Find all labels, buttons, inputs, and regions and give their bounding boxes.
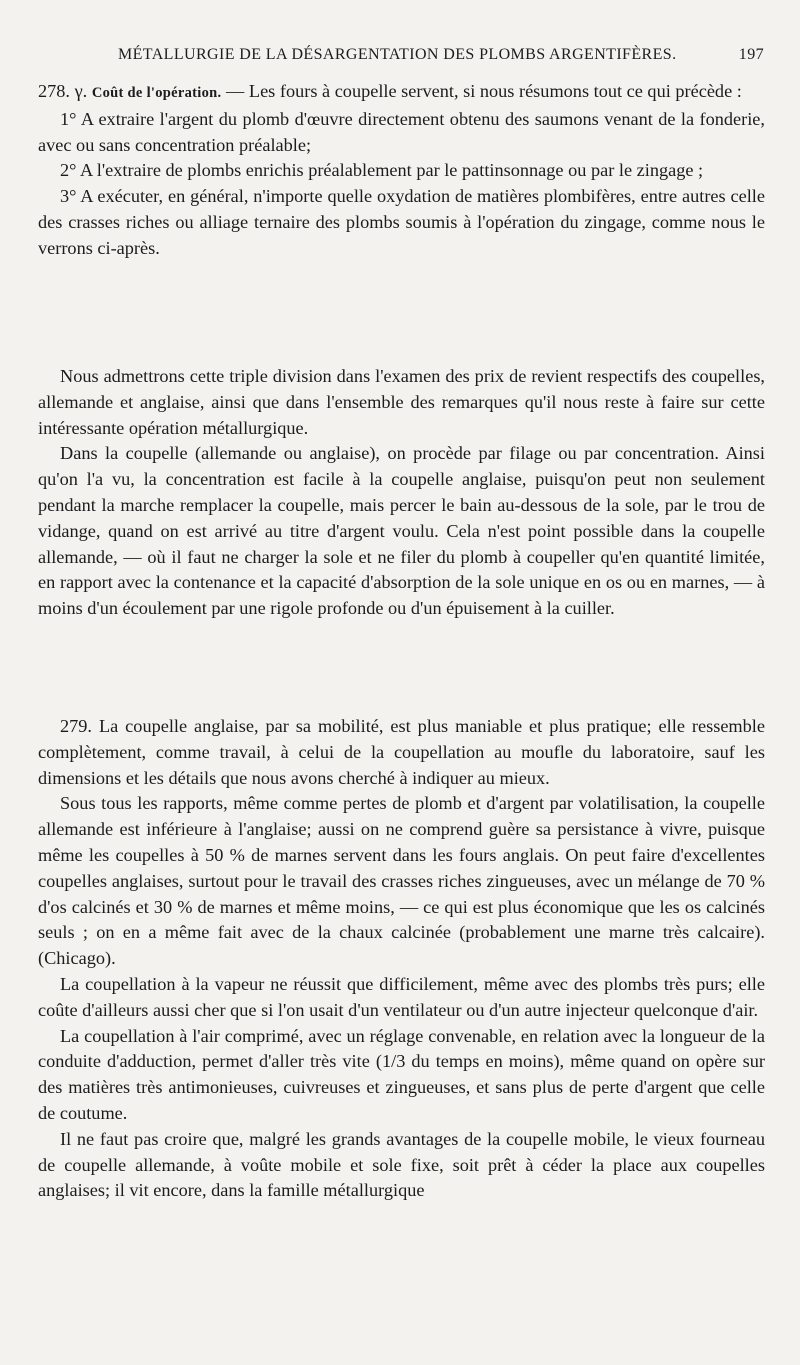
section-279-block: [38, 714, 765, 1204]
running-head: [60, 46, 764, 70]
section-number: 278.: [38, 81, 70, 101]
section-278-block: [38, 79, 765, 262]
section-heading: Coût de l'opération.: [91, 85, 222, 101]
list-item: 3° A exécuter, en général, n'importe quelle oxydation de matières plombifères, entre autres celle des crasses riches ou alliage ternaire des plombs soumis à l'opération du zingage, comme nous le verrons ci-après.: [38, 186, 765, 258]
list-item: 1° A extraire l'argent du plomb d'œuvre directement obtenu des saumons venant de la fonderie, avec ou sans concentration préalable;: [38, 108, 765, 155]
section-intro-text: — Les fours à coupelle servent, si nous résumons tout ce qui précède :: [226, 81, 742, 101]
page-number: 197: [738, 46, 764, 63]
paragraph: Il ne faut pas croire que, malgré les grands avantages de la coupelle mobile, le vieux fourneau de coupelle allemande, à voûte mobile et sole fixe, soit prêt à céder la place aux coupelles anglaises; il vit encore, dans la famille métallurgique: [38, 1128, 765, 1201]
paragraph: Dans la coupelle (allemande ou anglaise), on procède par filage ou par concentration. Ainsi qu'on l'a vu, la concentration est facile à la coupelle anglaise, puisqu'on peut non seulement pendant la marche remplacer la coupelle, mais percer le bain au-dessous de la sole, par le trou de vidange, quand on est arrivé au titre d'argent voulu. Cela n'est point possible dans la coupelle allemande, — où il faut ne charger la sole et ne filer du plomb à coupeller qu'en quantité limitée, en rapport avec la contenance et la capacité d'absorption de la sole unique en os ou en marnes, — à moins d'un écoulement par une rigole profonde ou d'un épuisement à la cuiller.: [38, 443, 765, 619]
paragraph-text: La coupelle anglaise, par sa mobilité, est plus maniable et plus pratique; elle ressemble complètement, comme travail, à celui de la coupellation au moufle du laboratoire, sauf les dimensions et les détails que nous avons cherché à indiquer au mieux.: [38, 716, 765, 788]
section-278-intro: [38, 79, 765, 107]
section-letter: γ.: [74, 81, 88, 101]
paragraph: La coupellation à l'air comprimé, avec un réglage convenable, en relation avec la longueur de la conduite d'adduction, permet d'aller très vite (1/3 du temps en moins), même quand on opère sur des matières très antimonieuses, cuivreuses et zingueuses, et sans plus de perte d'argent que celle de coutume.: [38, 1025, 765, 1123]
paragraph: Sous tous les rapports, même comme pertes de plomb et d'argent par volatilisation, la coupelle allemande est inférieure à l'anglaise; aussi on ne comprend guère sa persistance à vivre, puisque même les coupelles à 50 % de marnes servent dans les fours anglais. On peut faire d'excellentes coupelles anglaises, surtout pour le travail des crasses riches zingueuses, avec un mélange de 70 % d'os calcinés et 30 % de marnes et même moins, — ce qui est plus économique que les os calcinés seuls ; on en a même fait avec de la chaux calcinée (probablement une marne très calcaire). (Chicago).: [38, 793, 765, 969]
list-item: 2° A l'extraire de plombs enrichis préalablement par le pattinsonnage ou par le zingage ;: [60, 160, 704, 181]
paragraph: Nous admettrons cette triple division dans l'examen des prix de revient respectifs des coupelles, allemande et anglaise, ainsi que dans l'ensemble des remarques qu'il nous reste à faire sur cette intéressante opération métallurgique.: [38, 366, 765, 438]
section-279-first-paragraph: [38, 714, 765, 791]
section-278-discussion: [38, 364, 765, 622]
running-title: MÉTALLURGIE DE LA DÉSARGENTATION DES PLOMBS ARGENTIFÈRES.: [118, 46, 677, 63]
section-number: 279.: [60, 716, 92, 736]
paragraph: La coupellation à la vapeur ne réussit que difficilement, même avec des plombs très purs; elle coûte d'ailleurs aussi cher que si l'on usait d'un ventilateur ou d'un autre injecteur quelconque d'air.: [38, 973, 765, 1020]
